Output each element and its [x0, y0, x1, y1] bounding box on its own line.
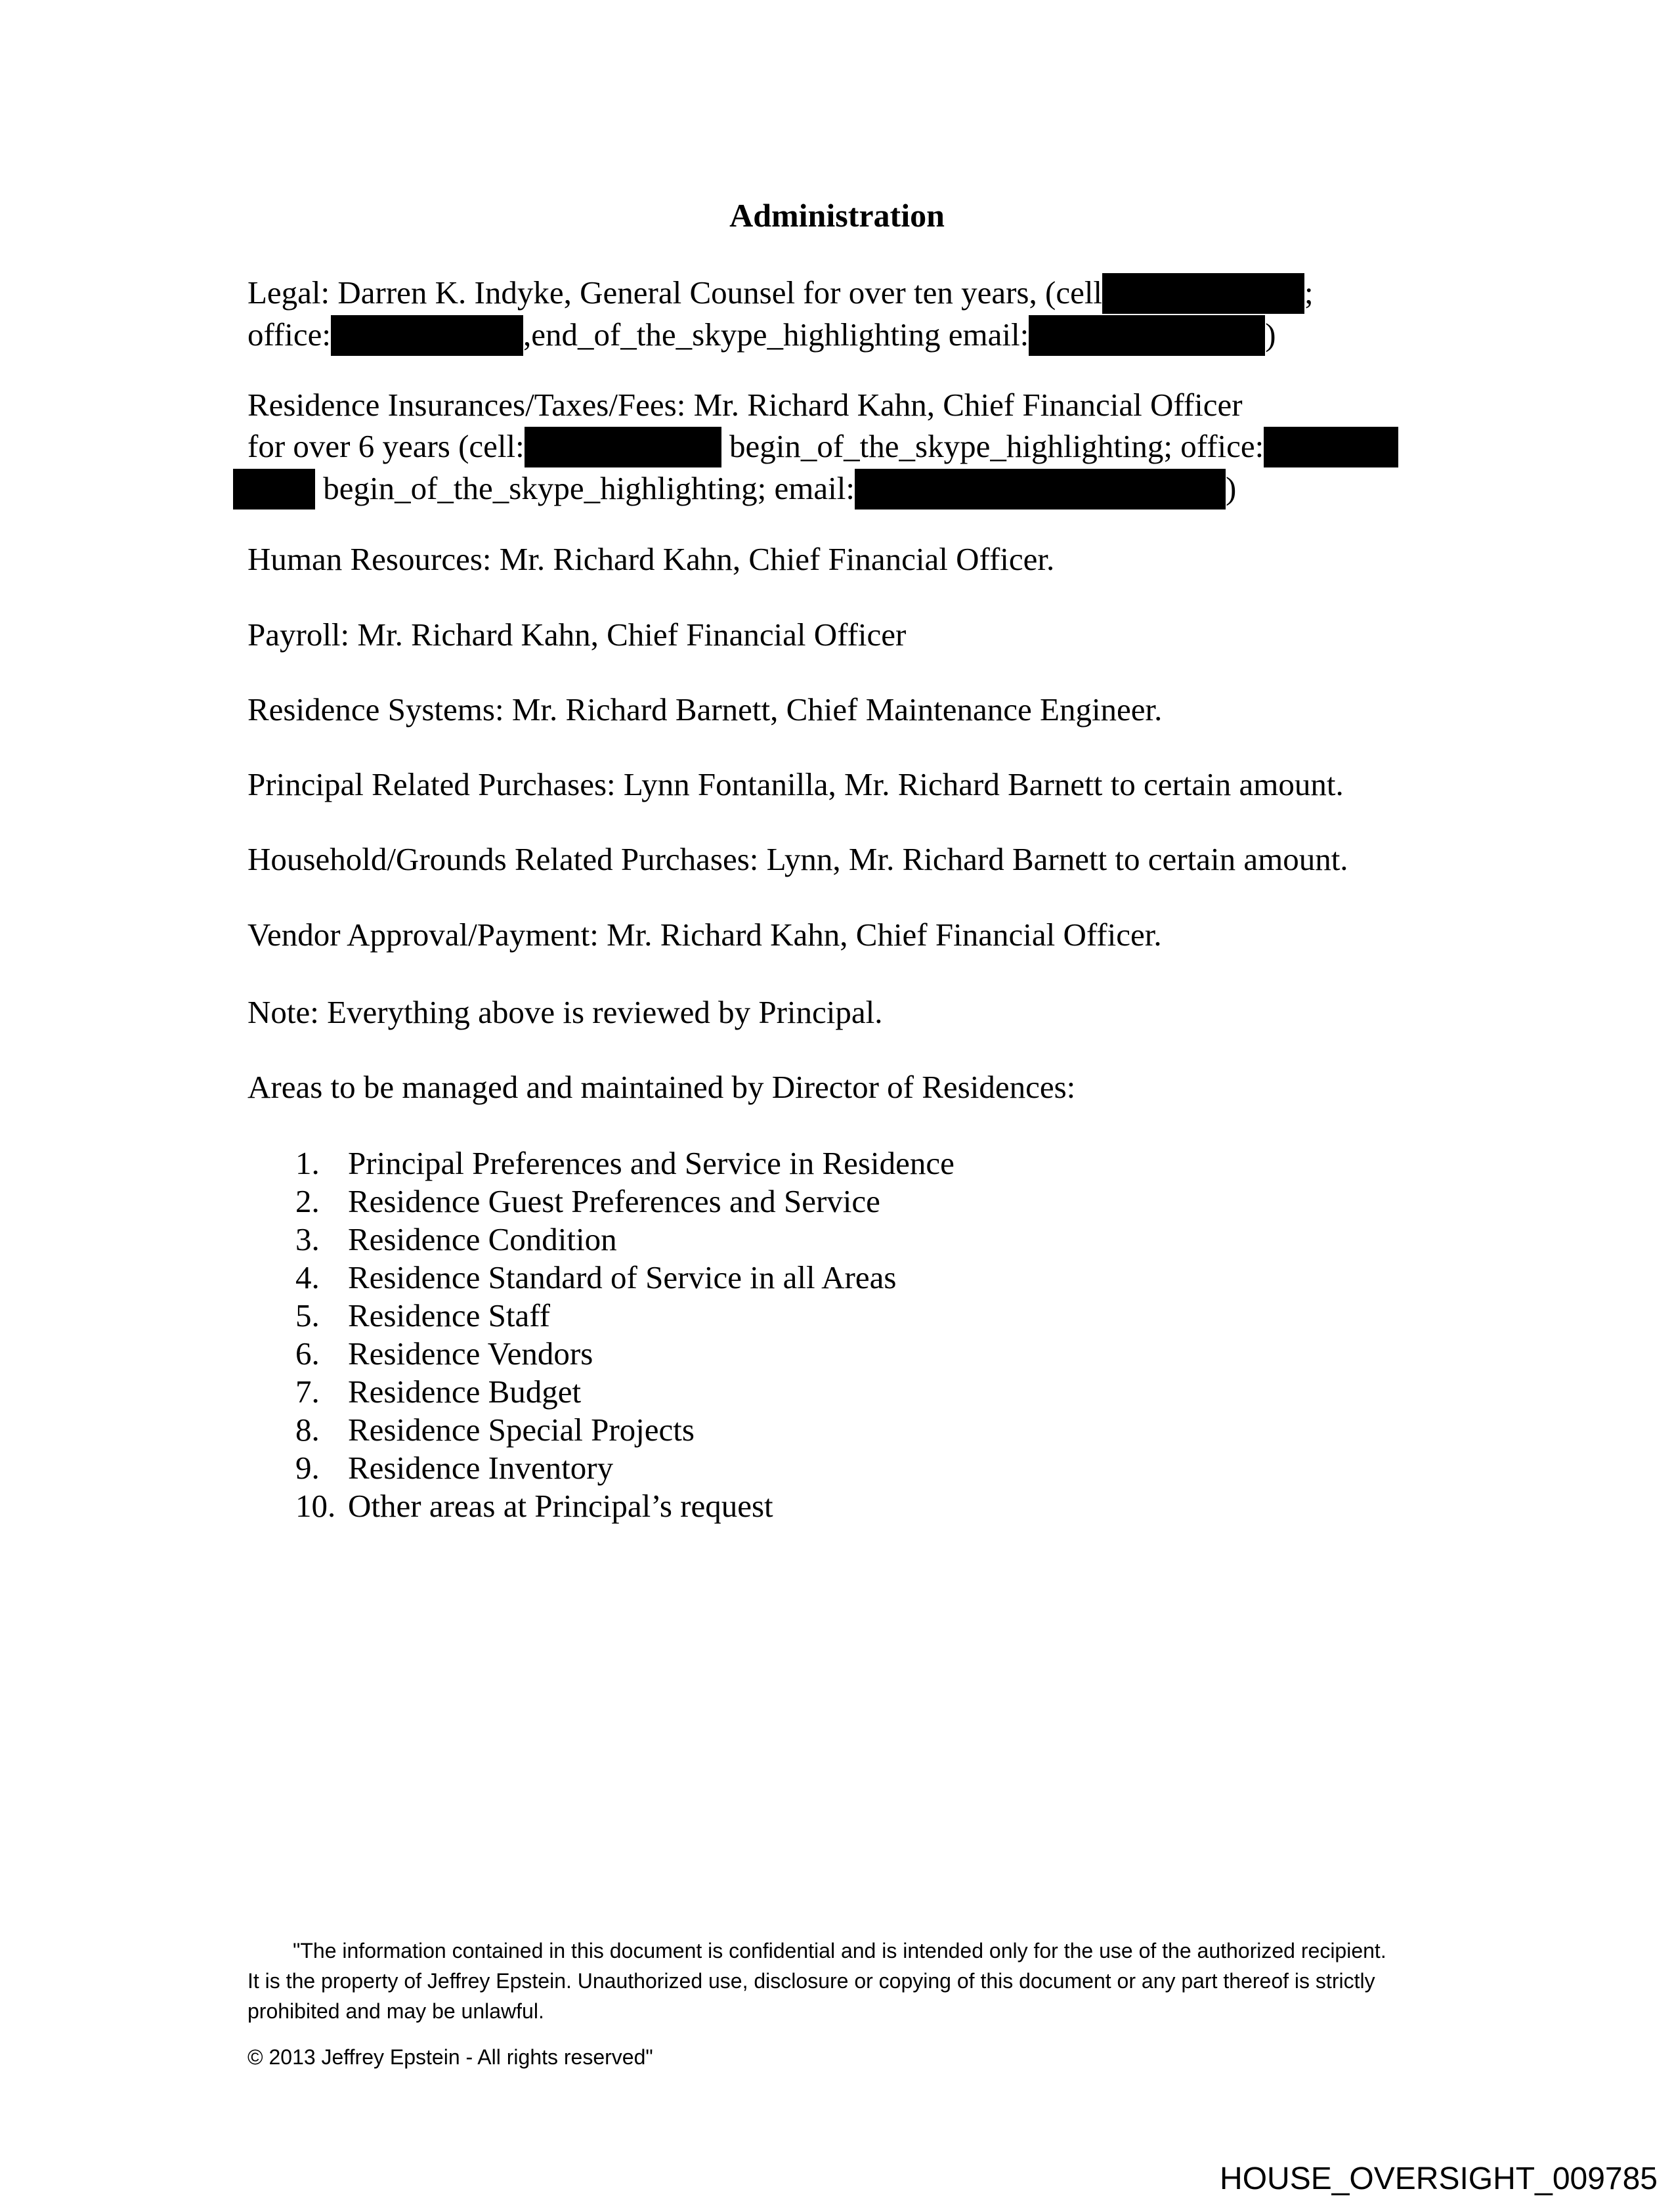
areas-list [295, 1144, 1438, 1525]
text-run: ; [1304, 274, 1314, 311]
paragraph-household-purchases [247, 838, 1438, 880]
list-item [295, 1411, 1438, 1449]
list-item [295, 1297, 1438, 1335]
paragraph-note [247, 991, 1438, 1033]
redaction-bar [233, 469, 315, 510]
text-run: ) [1226, 470, 1237, 506]
text-run: for over 6 years (cell: [247, 428, 525, 464]
paragraph-insurance-line-2 [247, 425, 1438, 467]
list-item-label: Residence Special Projects [348, 1412, 695, 1448]
list-item [295, 1144, 1438, 1182]
text-run: ,end_of_the_skype_highlighting email: [523, 316, 1029, 353]
redaction-bar [331, 315, 523, 356]
paragraph-insurance-line-3 [233, 467, 1438, 510]
list-item [295, 1487, 1438, 1525]
list-item-number: 10. [295, 1488, 336, 1524]
list-item [295, 1335, 1438, 1373]
list-item [295, 1221, 1438, 1259]
text-run: begin_of_the_skype_highlighting; office: [721, 428, 1264, 464]
list-item-label: Principal Preferences and Service in Residence [348, 1145, 955, 1181]
text-run: Payroll: Mr. Richard Kahn, Chief Financial Officer [247, 617, 907, 653]
text-run: Household/Grounds Related Purchases: Lynn, Mr. Richard Barnett to certain amount. [247, 841, 1348, 877]
list-item-label: Residence Staff [348, 1297, 550, 1334]
list-item-number: 1. [295, 1145, 320, 1181]
list-item-number: 8. [295, 1412, 320, 1448]
paragraph-legal-line-2 [247, 314, 1438, 356]
text-run: Human Resources: Mr. Richard Kahn, Chief Financial Officer. [247, 541, 1055, 577]
paragraph-human-resources [247, 538, 1438, 580]
confidentiality-notice [247, 1936, 1477, 2026]
list-item [295, 1373, 1438, 1411]
list-item-label: Residence Budget [348, 1374, 582, 1410]
text-run: Vendor Approval/Payment: Mr. Richard Kahn, Chief Financial Officer. [247, 917, 1162, 953]
text-run: Areas to be managed and maintained by Director of Residences: [247, 1069, 1076, 1105]
text-run: ) [1265, 316, 1276, 353]
list-item-number: 2. [295, 1183, 320, 1219]
list-item-label: Residence Standard of Service in all Areas [348, 1259, 897, 1295]
disclaimer-line: prohibited and may be unlawful. [247, 1999, 544, 2023]
list-item-number: 4. [295, 1259, 320, 1295]
paragraph-insurance-line-1 [247, 384, 1438, 425]
redaction-bar [1029, 315, 1265, 356]
redaction-bar [855, 469, 1226, 510]
list-item-label: Residence Vendors [348, 1335, 593, 1372]
text-run: Legal: Darren K. Indyke, General Counsel for over ten years, (cell [247, 274, 1103, 311]
paragraph-areas-heading [247, 1066, 1438, 1108]
page-title: Administration [729, 197, 945, 234]
text-run: Note: Everything above is reviewed by Principal. [247, 994, 883, 1030]
text-run: office: [247, 316, 331, 353]
paragraph-insurance [247, 384, 1438, 510]
text-run: Principal Related Purchases: Lynn Fontanilla, Mr. Richard Barnett to certain amount. [247, 766, 1344, 802]
list-item [295, 1182, 1438, 1221]
bates-number: HOUSE_OVERSIGHT_009785 [1220, 2161, 1658, 2196]
list-item-number: 9. [295, 1450, 320, 1486]
paragraph-vendor-approval [247, 914, 1438, 955]
redaction-bar [1264, 427, 1398, 467]
list-item-number: 5. [295, 1297, 320, 1334]
text-run: Residence Systems: Mr. Richard Barnett, Chief Maintenance Engineer. [247, 691, 1163, 727]
copyright-line: © 2013 Jeffrey Epstein - All rights reserved" [247, 2045, 653, 2069]
disclaimer-line: It is the property of Jeffrey Epstein. Unauthorized use, disclosure or copying of this document or any part thereof is strictly [247, 1969, 1375, 1993]
list-item-label: Residence Inventory [348, 1450, 614, 1486]
list-item-label: Residence Condition [348, 1221, 617, 1257]
paragraph-residence-systems [247, 689, 1438, 730]
paragraph-payroll [247, 614, 1438, 655]
list-item-number: 6. [295, 1335, 320, 1372]
text-run: begin_of_the_skype_highlighting; email: [315, 470, 855, 506]
list-item [295, 1449, 1438, 1487]
paragraph-legal-line-1 [247, 272, 1438, 314]
paragraph-legal [247, 272, 1438, 356]
redaction-bar [525, 427, 721, 467]
list-item-number: 7. [295, 1374, 320, 1410]
list-item-label: Residence Guest Preferences and Service [348, 1183, 880, 1219]
text-run: Residence Insurances/Taxes/Fees: Mr. Richard Kahn, Chief Financial Officer [247, 387, 1243, 423]
paragraph-principal-purchases [247, 764, 1438, 805]
list-item [295, 1259, 1438, 1297]
redaction-bar [1102, 273, 1304, 314]
list-item-label: Other areas at Principal’s request [348, 1488, 773, 1524]
disclaimer-line: "The information contained in this document is confidential and is intended only for the use of the authorized recipient. [293, 1939, 1386, 1963]
list-item-number: 3. [295, 1221, 320, 1257]
